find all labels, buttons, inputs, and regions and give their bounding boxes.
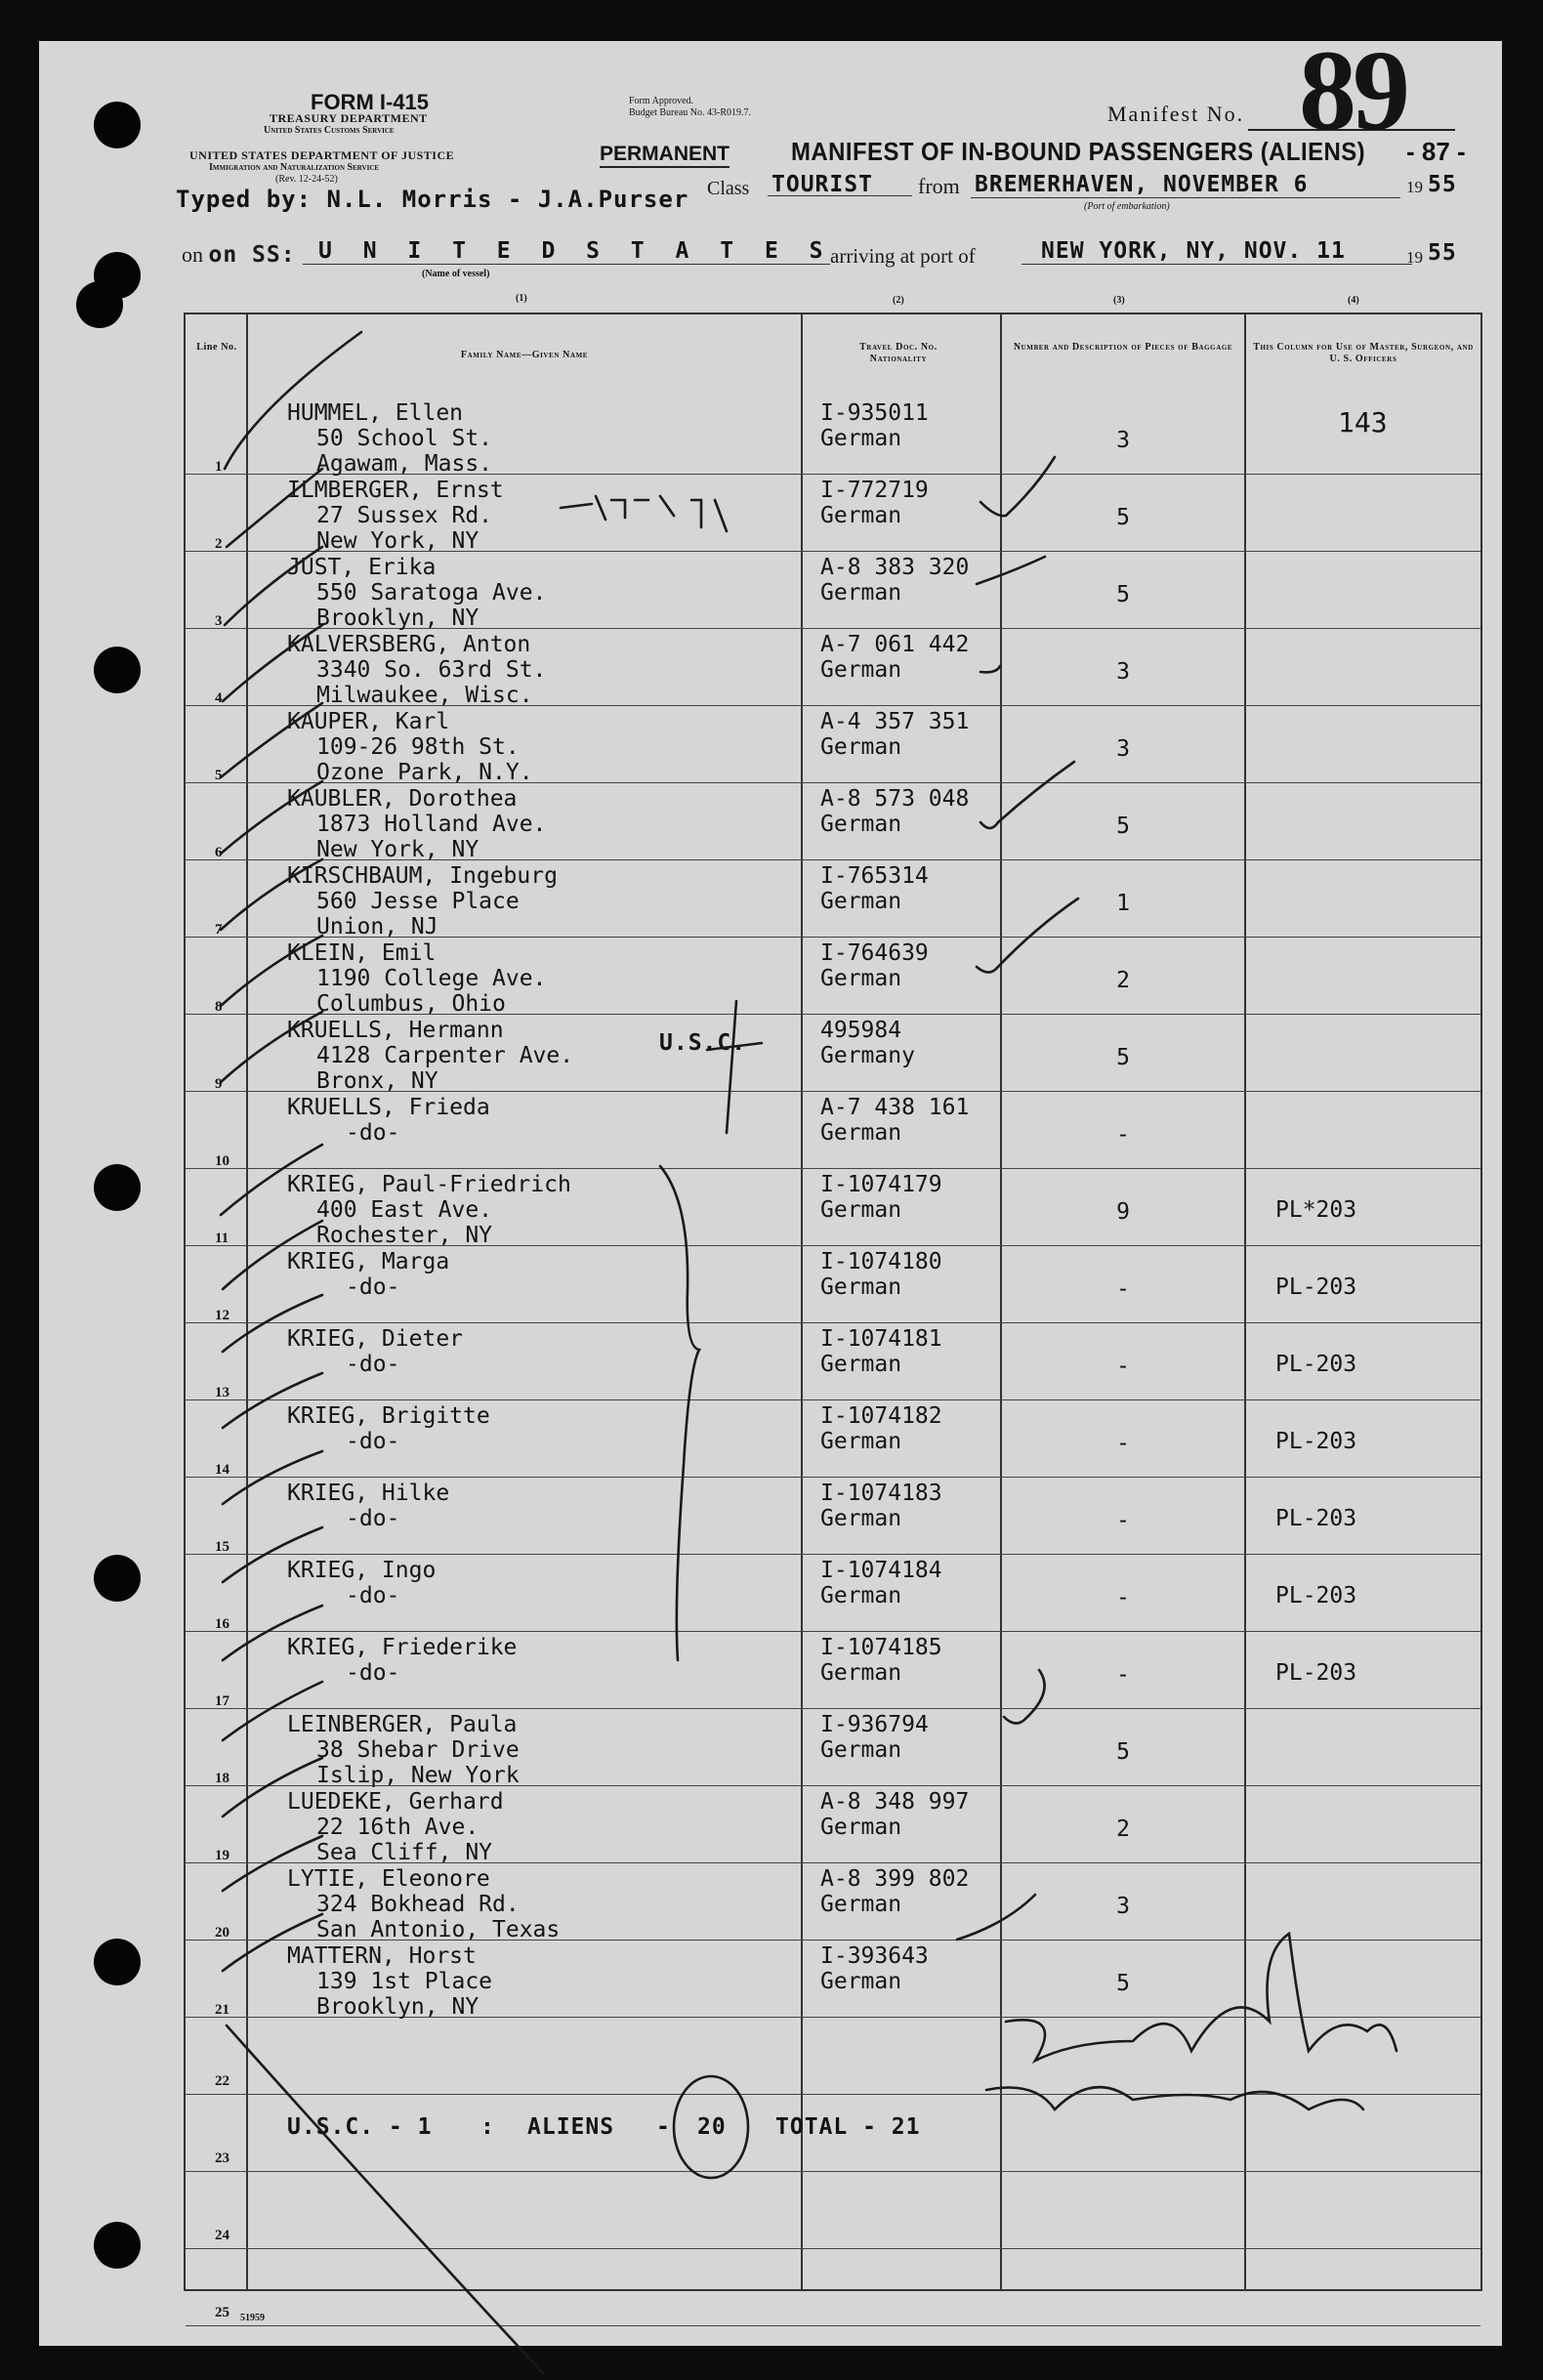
passenger-name: KRIEG, Brigitte	[287, 1403, 490, 1429]
passenger-address-2: San Antonio, Texas	[316, 1917, 561, 1942]
officer-note: PL-203	[1275, 1429, 1357, 1454]
baggage-count: 1	[1116, 891, 1130, 916]
baggage-count: 5	[1116, 814, 1130, 839]
passenger-address-2: Islip, New York	[316, 1763, 520, 1788]
travel-doc-number: I-765314	[820, 863, 929, 889]
totals-sep: :	[480, 2114, 495, 2140]
officer-note: 143	[1338, 406, 1388, 438]
totals-dash: -	[656, 2114, 671, 2140]
line-number: 10	[215, 1153, 229, 1169]
line-number: 11	[215, 1231, 229, 1246]
empty-row	[186, 2019, 1480, 2096]
empty-row	[186, 2250, 1480, 2327]
class-label: Class	[707, 178, 750, 199]
line-number: 7	[215, 922, 223, 938]
passenger-address-2: Columbus, Ohio	[316, 991, 506, 1017]
passenger-row	[186, 784, 1480, 861]
passenger-address-1: 1873 Holland Ave.	[316, 812, 547, 837]
passenger-address-2: Ozone Park, N.Y.	[316, 760, 533, 785]
passenger-address-1: -do-	[346, 1583, 400, 1608]
passenger-row	[186, 1324, 1480, 1401]
col-num-3: (3)	[1113, 295, 1125, 306]
from-label: from	[918, 174, 960, 198]
passenger-address-1: -do-	[346, 1506, 400, 1531]
passenger-row	[186, 630, 1480, 707]
travel-doc-number: A-7 438 161	[820, 1095, 970, 1120]
totals-usc: U.S.C. - 1	[287, 2114, 433, 2140]
passenger-name: KRUELLS, Hermann	[287, 1018, 504, 1043]
nationality: German	[820, 812, 902, 837]
officer-note: PL-203	[1275, 1583, 1357, 1608]
totals-aliens-count: 20	[697, 2114, 727, 2140]
line-number: 1	[215, 459, 223, 475]
class-value: TOURIST	[772, 172, 873, 197]
line-number: 22	[215, 2073, 229, 2089]
passenger-name: KLEIN, Emil	[287, 940, 437, 966]
passenger-address-2: Rochester, NY	[316, 1223, 493, 1248]
passenger-address-2: New York, NY	[316, 528, 480, 554]
binder-hole	[94, 1164, 141, 1211]
passenger-row	[186, 553, 1480, 630]
passenger-address-1: -do-	[346, 1660, 400, 1686]
title-dash: - 87 -	[1406, 137, 1466, 166]
nationality: German	[820, 1197, 902, 1223]
passenger-row	[186, 1479, 1480, 1556]
manifest-title: MANIFEST OF IN-BOUND PASSENGERS (ALIENS)	[791, 137, 1366, 166]
line-number: 23	[215, 2150, 229, 2166]
passenger-name: MATTERN, Horst	[287, 1943, 477, 1969]
passenger-address-2: Agawam, Mass.	[316, 451, 493, 477]
nationality: German	[820, 1892, 902, 1917]
baggage-count: 5	[1116, 505, 1130, 530]
baggage-count: -	[1116, 1662, 1130, 1688]
nationality: German	[820, 426, 902, 451]
binder-hole	[94, 102, 141, 148]
from-year-suffix: 55	[1428, 172, 1457, 197]
travel-doc-number: A-8 348 997	[820, 1789, 970, 1815]
passenger-address-1: 3340 So. 63rd St.	[316, 657, 547, 683]
header-name: Family Name—Given Name	[460, 350, 589, 360]
passenger-row	[186, 1710, 1480, 1787]
passenger-row	[186, 707, 1480, 784]
passenger-name: ILMBERGER, Ernst	[287, 478, 504, 503]
passenger-row	[186, 1942, 1480, 2019]
class-line	[768, 195, 912, 196]
permanent-label: PERMANENT	[600, 143, 730, 168]
passenger-address-1: 38 Shebar Drive	[316, 1737, 520, 1763]
travel-doc-number: I-936794	[820, 1712, 929, 1737]
line-number: 2	[215, 536, 223, 552]
baggage-count: 2	[1116, 968, 1130, 993]
on-ss-label: on on SS:	[182, 242, 296, 268]
travel-doc-number: A-7 061 442	[820, 632, 970, 657]
travel-doc-number: I-1074179	[820, 1172, 942, 1197]
baggage-count: -	[1116, 1276, 1130, 1302]
port-embark-caption: (Port of embarkation)	[1084, 201, 1170, 212]
baggage-count: 5	[1116, 1045, 1130, 1070]
passenger-row	[186, 1787, 1480, 1864]
officer-note: PL-203	[1275, 1660, 1357, 1686]
binder-hole	[94, 1939, 141, 1985]
header-baggage: Number and Description of Pieces of Baggage	[1013, 342, 1233, 353]
baggage-count: 2	[1116, 1816, 1130, 1842]
line-number: 21	[215, 2002, 229, 2018]
baggage-count: -	[1116, 1585, 1130, 1610]
binder-hole	[94, 1555, 141, 1602]
header-doc: Travel Doc. No. Nationality	[859, 342, 938, 364]
manifest-number: 89	[1299, 26, 1406, 154]
travel-doc-number: A-8 383 320	[820, 555, 970, 580]
binder-hole	[94, 647, 141, 693]
passenger-name: LEINBERGER, Paula	[287, 1712, 518, 1737]
baggage-count: 3	[1116, 659, 1130, 685]
passenger-row	[186, 1556, 1480, 1633]
ss-label: on SS:	[208, 242, 296, 268]
passenger-address-1: 27 Sussex Rd.	[316, 503, 493, 528]
dept-justice: UNITED STATES DEPARTMENT OF JUSTICE	[189, 148, 455, 162]
passenger-name: LYTIE, Eleonore	[287, 1866, 490, 1892]
line-number: 12	[215, 1308, 229, 1323]
officer-note: PL-203	[1275, 1274, 1357, 1300]
line-number: 4	[215, 690, 223, 706]
nationality: German	[820, 1583, 902, 1608]
nationality: German	[820, 1969, 902, 1994]
officer-note: PL*203	[1275, 1197, 1357, 1223]
col-num-1: (1)	[516, 293, 527, 304]
passenger-name: KAUBLER, Dorothea	[287, 786, 518, 812]
line-number: 19	[215, 1848, 229, 1863]
passenger-name: KIRSCHBAUM, Ingeburg	[287, 863, 558, 889]
arriving-year-prefix: 19	[1406, 248, 1423, 267]
passenger-row	[186, 1247, 1480, 1324]
baggage-count: 3	[1116, 1894, 1130, 1919]
passenger-address-1: -do-	[346, 1429, 400, 1454]
form-number: FORM I-415	[311, 90, 430, 114]
travel-doc-number: I-393643	[820, 1943, 929, 1969]
budget-bureau: Budget Bureau No. 43-R019.7.	[629, 107, 751, 118]
line-number: 8	[215, 999, 223, 1015]
vessel-name: U N I T E D S T A T E S	[318, 238, 832, 264]
baggage-count: 5	[1116, 1739, 1130, 1765]
passenger-name: KRUELLS, Frieda	[287, 1095, 490, 1120]
empty-row	[186, 2173, 1480, 2250]
travel-doc-number: I-1074183	[820, 1481, 942, 1506]
from-year-prefix: 19	[1406, 178, 1423, 196]
line-number: 9	[215, 1076, 223, 1092]
vessel-caption: (Name of vessel)	[422, 269, 490, 279]
ins-service: Immigration and Naturalization Service	[209, 162, 380, 173]
baggage-count: -	[1116, 1431, 1130, 1456]
baggage-count: 3	[1116, 736, 1130, 762]
nationality: German	[820, 580, 902, 605]
travel-doc-number: I-1074181	[820, 1326, 942, 1352]
passenger-name: KRIEG, Marga	[287, 1249, 450, 1274]
vessel-line	[303, 264, 830, 265]
passenger-name: KALVERSBERG, Anton	[287, 632, 531, 657]
travel-doc-number: I-1074185	[820, 1635, 942, 1660]
line-number: 3	[215, 613, 223, 629]
agency-customs: United States Customs Service	[264, 125, 395, 136]
passenger-address-1: 324 Bokhead Rd.	[316, 1892, 520, 1917]
travel-doc-number: I-772719	[820, 478, 929, 503]
passenger-name: KAUPER, Karl	[287, 709, 450, 734]
arriving-value: NEW YORK, NY, NOV. 11	[1041, 238, 1346, 264]
passenger-row	[186, 1170, 1480, 1247]
totals-total: TOTAL - 21	[775, 2114, 921, 2140]
manifest-no-label: Manifest No.	[1107, 102, 1245, 126]
officer-note: PL-203	[1275, 1352, 1357, 1377]
nationality: Germany	[820, 1043, 915, 1068]
passenger-name: KRIEG, Dieter	[287, 1326, 464, 1352]
nationality: German	[820, 1660, 902, 1686]
passenger-address-1: -do-	[346, 1120, 400, 1146]
passenger-row	[186, 398, 1480, 476]
passenger-address-1: 560 Jesse Place	[316, 889, 520, 914]
line-number: 14	[215, 1462, 229, 1478]
agency-treasury: TREASURY DEPARTMENT	[270, 111, 428, 125]
totals-aliens-label: ALIENS	[527, 2114, 615, 2140]
passenger-address-2: Brooklyn, NY	[316, 605, 480, 631]
nationality: German	[820, 1120, 902, 1146]
from-line	[971, 197, 1400, 198]
passenger-address-1: 139 1st Place	[316, 1969, 493, 1994]
line-number: 18	[215, 1771, 229, 1786]
line-number: 25	[215, 2305, 229, 2320]
passenger-name: KRIEG, Paul-Friedrich	[287, 1172, 571, 1197]
passenger-name: JUST, Erika	[287, 555, 437, 580]
line-number: 15	[215, 1539, 229, 1555]
footer-code: 51959	[240, 2313, 265, 2323]
nationality: German	[820, 503, 902, 528]
passenger-address-1: 4128 Carpenter Ave.	[316, 1043, 574, 1068]
arriving-label: arriving at port of	[830, 244, 976, 268]
baggage-count: 3	[1116, 428, 1130, 453]
passenger-row	[186, 1401, 1480, 1479]
travel-doc-number: I-1074180	[820, 1249, 942, 1274]
line-number: 13	[215, 1385, 229, 1400]
line-number: 17	[215, 1693, 229, 1709]
travel-doc-number: I-1074184	[820, 1558, 942, 1583]
passenger-address-1: 550 Saratoga Ave.	[316, 580, 547, 605]
passenger-name: KRIEG, Friederike	[287, 1635, 518, 1660]
nationality: German	[820, 1352, 902, 1377]
passenger-row	[186, 861, 1480, 939]
nationality: German	[820, 657, 902, 683]
passenger-row	[186, 1633, 1480, 1710]
nationality: German	[820, 966, 902, 991]
passenger-row	[186, 1093, 1480, 1170]
passenger-address-1: 50 School St.	[316, 426, 493, 451]
nationality: German	[820, 1737, 902, 1763]
nationality: German	[820, 734, 902, 760]
line-number: 24	[215, 2228, 229, 2243]
baggage-count: -	[1116, 1354, 1130, 1379]
passenger-name: KRIEG, Ingo	[287, 1558, 437, 1583]
usc-note: U.S.C.	[659, 1030, 747, 1056]
passenger-name: KRIEG, Hilke	[287, 1481, 450, 1506]
passenger-address-2: Milwaukee, Wisc.	[316, 683, 533, 708]
binder-hole	[76, 281, 123, 328]
nationality: German	[820, 1815, 902, 1840]
passenger-address-1: 109-26 98th St.	[316, 734, 520, 760]
nationality: German	[820, 889, 902, 914]
travel-doc-number: 495984	[820, 1018, 902, 1043]
travel-doc-number: I-935011	[820, 400, 929, 426]
passenger-address-2: Sea Cliff, NY	[316, 1840, 493, 1865]
line-number: 6	[215, 845, 223, 860]
arriving-year-suffix: 55	[1428, 240, 1457, 266]
passenger-address-1: 1190 College Ave.	[316, 966, 547, 991]
line-number: 20	[215, 1925, 229, 1941]
travel-doc-number: A-8 573 048	[820, 786, 970, 812]
nationality: German	[820, 1506, 902, 1531]
typed-by: Typed by: N.L. Morris - J.A.Purser	[176, 186, 689, 213]
passenger-address-2: Union, NJ	[316, 914, 438, 939]
passenger-address-2: Bronx, NY	[316, 1068, 438, 1094]
passenger-row	[186, 1016, 1480, 1093]
travel-doc-number: I-1074182	[820, 1403, 942, 1429]
passenger-address-2: Brooklyn, NY	[316, 1994, 480, 2020]
header-officers: This Column for Use of Master, Surgeon, and U. S. Officers	[1253, 342, 1474, 364]
nationality: German	[820, 1429, 902, 1454]
passenger-address-1: 22 16th Ave.	[316, 1815, 480, 1840]
passenger-row	[186, 939, 1480, 1016]
passenger-address-1: 400 East Ave.	[316, 1197, 493, 1223]
passenger-name: LUEDEKE, Gerhard	[287, 1789, 504, 1815]
travel-doc-number: I-764639	[820, 940, 929, 966]
officer-note: PL-203	[1275, 1506, 1357, 1531]
baggage-count: 9	[1116, 1199, 1130, 1225]
col-num-2: (2)	[893, 295, 904, 306]
passenger-row	[186, 1864, 1480, 1942]
baggage-count: -	[1116, 1122, 1130, 1148]
baggage-count: 5	[1116, 1971, 1130, 1996]
travel-doc-number: A-8 399 802	[820, 1866, 970, 1892]
passenger-address-2: New York, NY	[316, 837, 480, 862]
header-line-no: Line No.	[196, 342, 237, 353]
travel-doc-number: A-4 357 351	[820, 709, 970, 734]
baggage-count: -	[1116, 1508, 1130, 1533]
nationality: German	[820, 1274, 902, 1300]
passenger-address-1: -do-	[346, 1352, 400, 1377]
form-approved: Form Approved.	[629, 96, 694, 106]
arriving-line	[1022, 264, 1412, 265]
from-value: BREMERHAVEN, NOVEMBER 6	[975, 172, 1309, 197]
baggage-count: 5	[1116, 582, 1130, 607]
col-num-4: (4)	[1348, 295, 1359, 306]
passenger-address-1: -do-	[346, 1274, 400, 1300]
binder-hole	[94, 2222, 141, 2269]
passenger-row	[186, 476, 1480, 553]
form-revision: (Rev. 12-24-52)	[275, 174, 338, 185]
line-number: 5	[215, 768, 223, 783]
line-number: 16	[215, 1616, 229, 1632]
passenger-name: HUMMEL, Ellen	[287, 400, 464, 426]
